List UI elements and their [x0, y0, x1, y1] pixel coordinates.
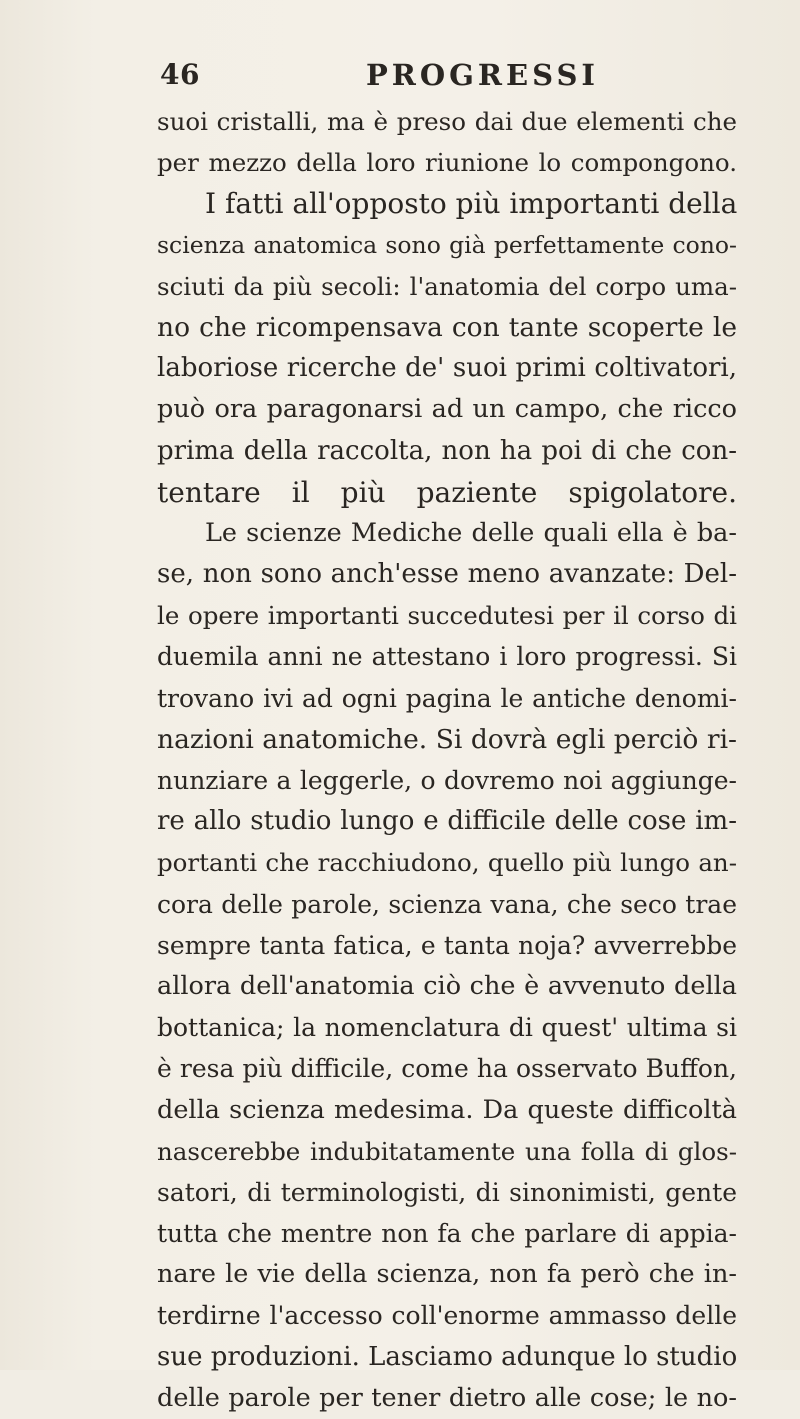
text-line: può ora paragonarsi ad un campo, che ricco — [157, 394, 737, 425]
text-line: nascerebbe indubitatamente una folla di glos- — [157, 1136, 737, 1166]
text-line: scienza anatomica sono già perfettamente cono- — [157, 230, 737, 259]
text-line: allora dell'anatomia ciò che è avvenuto della — [157, 970, 737, 1001]
text-line: Le scienze Mediche delle quali ella è ba- — [205, 517, 737, 548]
text-line: I fatti all'opposto più importanti della — [205, 187, 738, 221]
running-title: PROGRESSI — [366, 58, 599, 92]
page-header — [160, 58, 720, 98]
text-line: cora delle parole, scienza vana, che seco trae — [157, 889, 737, 919]
text-line: per mezzo della loro riunione lo compongono. — [157, 148, 737, 178]
text-line: no che ricompensava con tante scoperte le — [157, 311, 737, 343]
text-line: duemila anni ne attestano i loro progressi. Si — [157, 642, 737, 672]
text-line: le opere importanti succedutesi per il corso di — [157, 601, 737, 631]
text-line: tentare il più paziente spigolatore. — [157, 475, 737, 509]
text-line: delle parole per tener dietro alle cose; le no- — [157, 1382, 737, 1413]
text-line: suoi cristalli, ma è preso dai due elementi che — [157, 107, 737, 136]
text-line: nazioni anatomiche. Si dovrà egli perciò ri- — [157, 723, 737, 755]
text-line: nare le vie della scienza, non fa però che in- — [157, 1259, 737, 1290]
text-line: è resa più difficile, come ha osservato Buffon, — [157, 1054, 737, 1084]
text-line: trovano ivi ad ogni pagina le antiche denomi- — [157, 683, 737, 713]
text-line: satori, di terminologisti, di sinonimisti, gente — [157, 1177, 737, 1207]
text-line: sciuti da più secoli: l'anatomia del corpo uma- — [157, 271, 737, 301]
text-line: sempre tanta fatica, e tanta noja? avverrebbe — [157, 930, 737, 960]
text-line: se, non sono anch'esse meno avanzate: Del- — [157, 559, 737, 590]
text-line: della scienza medesima. Da queste difficoltà — [157, 1094, 737, 1125]
text-line: prima della raccolta, non ha poi di che con- — [157, 435, 737, 466]
text-line: portanti che racchiudono, quello più lungo an- — [157, 848, 737, 878]
text-line: sue produzioni. Lasciamo adunque lo studio — [157, 1341, 738, 1372]
text-line: bottanica; la nomenclatura di quest' ultima si — [157, 1013, 737, 1043]
page-number: 46 — [160, 58, 200, 91]
text-line: terdirne l'accesso coll'enorme ammasso delle — [157, 1301, 737, 1331]
text-line: laboriose ricerche de' suoi primi coltivatori, — [157, 353, 737, 384]
text-line: re allo studio lungo e difficile delle cose im- — [157, 806, 737, 837]
body-text — [157, 101, 737, 1419]
text-line: nunziare a leggerle, o dovremo noi aggiunge- — [157, 766, 737, 795]
text-line: tutta che mentre non fa che parlare di appia- — [157, 1219, 737, 1249]
